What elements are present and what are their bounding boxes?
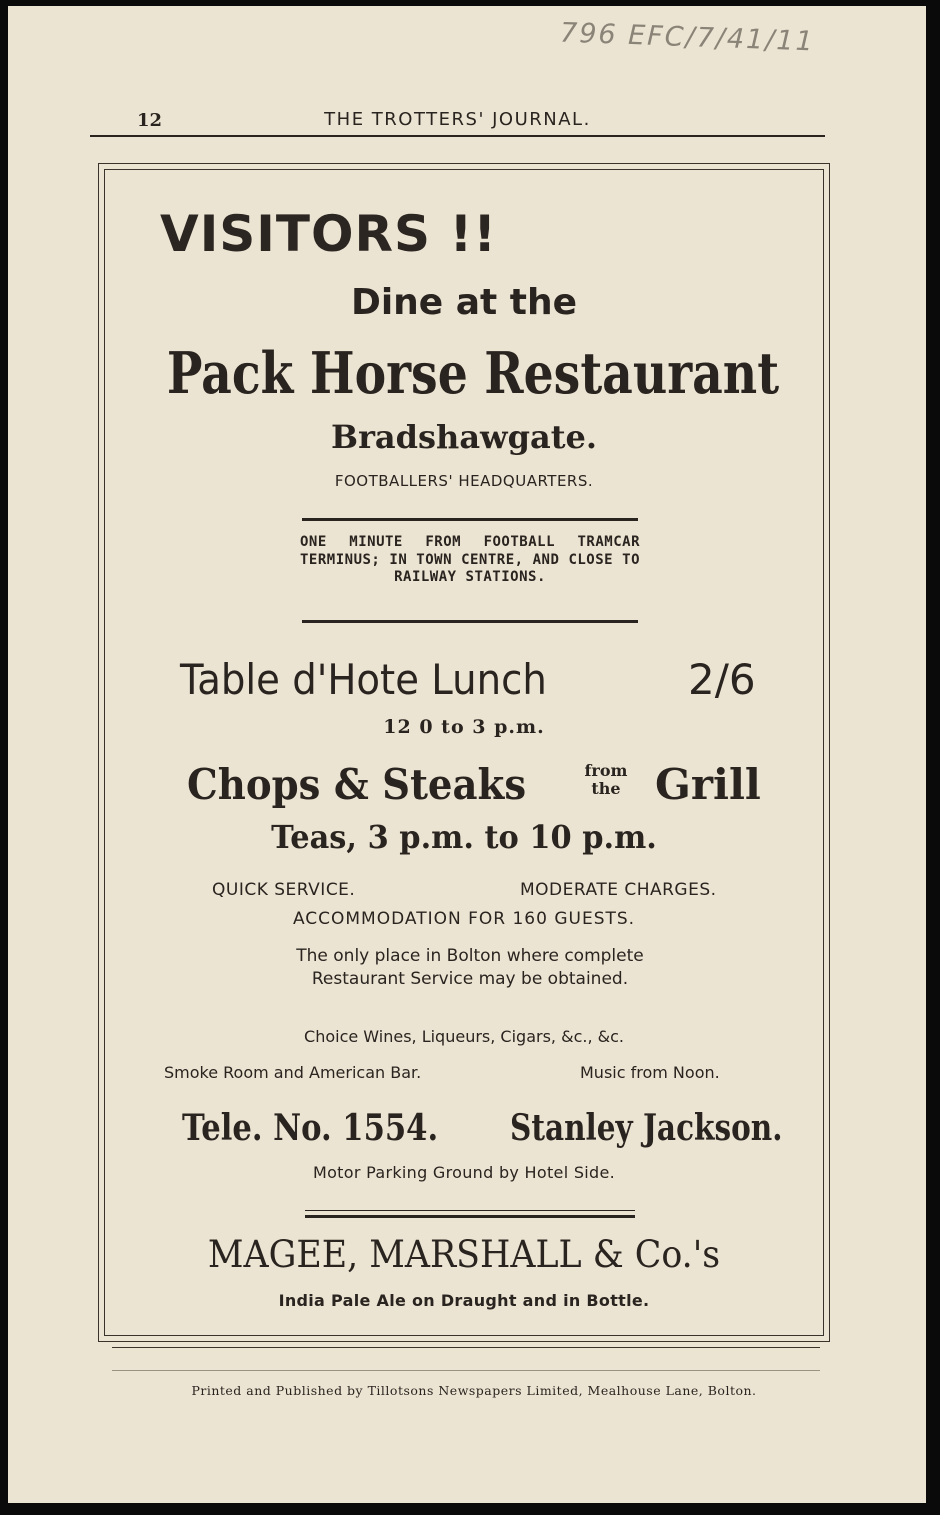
only-place-notice: The only place in Bolton where complete Restaurant Service may be obtained. [296, 946, 644, 989]
quick-service: QUICK SERVICE. [212, 880, 356, 900]
from-the-label [578, 762, 634, 798]
chops-steaks-label: Chops & Steaks [187, 760, 527, 809]
page-number: 12 [137, 110, 163, 131]
journal-title: THE TROTTERS' JOURNAL. [324, 109, 591, 130]
footballers-headquarters: FOOTBALLERS' HEADQUARTERS. [334, 472, 594, 490]
restaurant-name: Pack Horse Restaurant [166, 340, 780, 407]
grill-word: Grill [655, 760, 761, 809]
lunch-hours: 12 0 to 3 p.m. [383, 716, 545, 738]
wines-line: Choice Wines, Liqueurs, Cigars, &c., &c. [304, 1027, 624, 1046]
location-rule-top [302, 518, 638, 521]
smoke-room: Smoke Room and American Bar. [164, 1063, 422, 1082]
brewer-name: MAGEE, MARSHALL & Co.'s [207, 1233, 721, 1276]
moderate-charges: MODERATE CHARGES. [520, 880, 717, 900]
proprietor-name: Stanley Jackson. [510, 1107, 783, 1149]
header-rule [90, 135, 825, 137]
from-word: from [584, 761, 628, 780]
location-notice: ONE MINUTE FROM FOOTBALL TRAMCAR TERMINUS; IN TOWN CENTRE, AND CLOSE TO RAILWAY STATIONS. [300, 534, 640, 585]
location-rule-bottom [302, 620, 638, 623]
lunch-label: Table d'Hote Lunch [180, 655, 547, 704]
archive-reference-mark: 796 EFC/7/41/11 [559, 17, 816, 58]
dine-at-line: Dine at the [350, 282, 578, 323]
the-word: the [591, 779, 621, 798]
footer-rule-top [112, 1347, 820, 1348]
music-from-noon: Music from Noon. [580, 1063, 720, 1082]
telephone-number: Tele. No. 1554. [182, 1107, 439, 1149]
printer-imprint: Printed and Published by Tillotsons Newspapers Limited, Mealhouse Lane, Bolton. [191, 1383, 757, 1398]
brewer-rule-thin [305, 1210, 635, 1211]
page-header [90, 105, 825, 135]
brewer-rule-thick [305, 1215, 635, 1218]
footer-rule [112, 1370, 820, 1371]
accommodation: ACCOMMODATION FOR 160 GUESTS. [292, 909, 636, 929]
teas-hours: Teas, 3 p.m. to 10 p.m. [271, 818, 657, 856]
street-name: Bradshawgate. [331, 418, 597, 456]
lunch-price: 2/6 [688, 655, 756, 704]
parking-notice: Motor Parking Ground by Hotel Side. [312, 1163, 616, 1182]
ale-notice: India Pale Ale on Draught and in Bottle. [278, 1291, 650, 1310]
headline-visitors: VISITORS !! [160, 205, 498, 263]
